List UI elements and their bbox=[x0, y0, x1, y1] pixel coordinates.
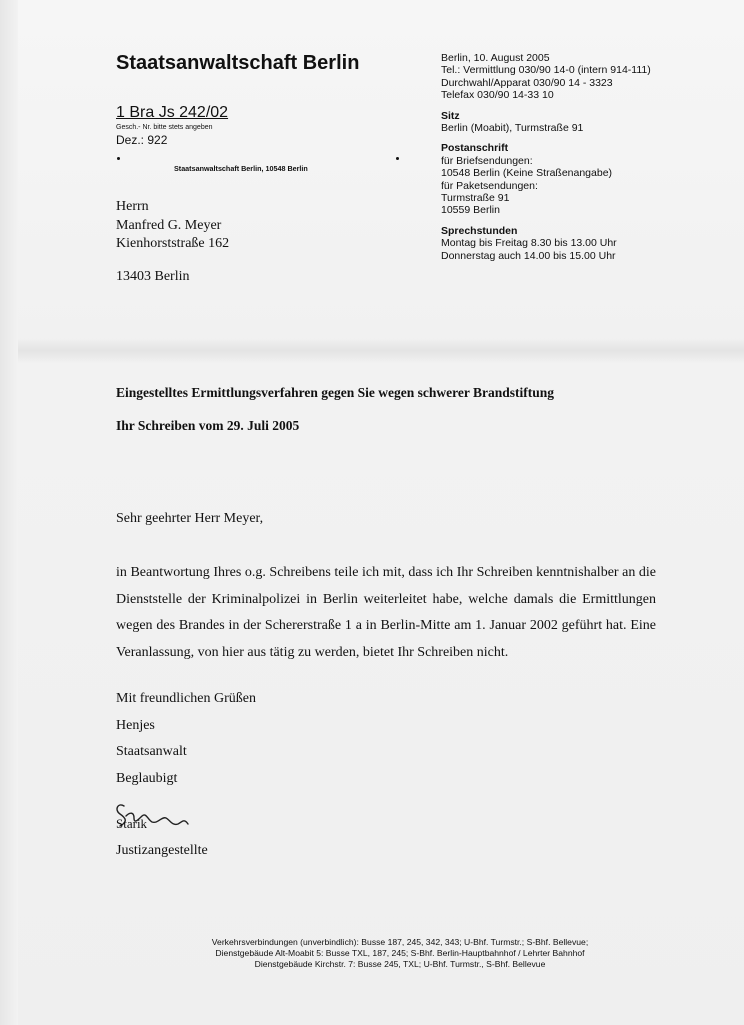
postal-letters-address: 10548 Berlin (Keine Straßenangabe) bbox=[441, 167, 613, 180]
authority-title: Staatsanwaltschaft Berlin bbox=[116, 52, 360, 74]
file-number-hint: Gesch.- Nr. bitte stets angeben bbox=[116, 124, 213, 131]
recipient-street: Kienhorststraße 162 bbox=[116, 236, 230, 251]
dezernat: Dez.: 922 bbox=[116, 133, 168, 147]
direct-line: Durchwahl/Apparat 030/90 14 - 3323 bbox=[441, 76, 613, 89]
recipient-city: 13403 Berlin bbox=[116, 268, 190, 284]
file-number: 1 Bra Js 242/02 bbox=[116, 104, 229, 121]
certification-note: Beglaubigt bbox=[116, 770, 178, 786]
letter-greeting: Sehr geehrter Herr Meyer, bbox=[116, 511, 264, 526]
office-hours-line: Donnerstag auch 14.00 bis 15.00 Uhr bbox=[441, 249, 616, 262]
closing-phrase: Mit freundlichen Grüßen bbox=[116, 691, 256, 706]
footer-line: Verkehrsverbindungen (unverbindlich): Busse 187, 245, 342, 343; U-Bhf. Turmstr.; S-Bhf. Bellevue; bbox=[211, 937, 589, 947]
closing-block bbox=[116, 686, 256, 792]
clerk-name: Starik bbox=[116, 816, 148, 831]
office-hours-line: Montag bis Freitag 8.30 bis 13.00 Uhr bbox=[441, 237, 617, 250]
sitz-address: Berlin (Moabit), Turmstraße 91 bbox=[441, 122, 584, 135]
letter-subject: Eingestelltes Ermittlungsverfahren gegen Sie wegen schwerer Brandstiftung bbox=[116, 385, 554, 400]
fax-line: Telefax 030/90 14-33 10 bbox=[441, 89, 554, 102]
letter-reference: Ihr Schreiben vom 29. Juli 2005 bbox=[116, 418, 300, 433]
postal-heading: Postanschrift bbox=[441, 142, 509, 155]
signer-name: Henjes bbox=[116, 717, 155, 733]
fold-mark-dot bbox=[117, 157, 120, 160]
fold-mark-dot bbox=[396, 157, 399, 160]
recipient-salutation: Herrn bbox=[116, 199, 149, 214]
contact-block bbox=[441, 52, 651, 262]
postal-letters-label: für Briefsendungen: bbox=[441, 154, 533, 167]
return-address-line: Staatsanwaltschaft Berlin, 10548 Berlin bbox=[174, 164, 308, 173]
recipient-name: Manfred G. Meyer bbox=[116, 217, 222, 233]
phone-line: Tel.: Vermittlung 030/90 14-0 (intern 914-111) bbox=[441, 64, 651, 77]
footer-line: Dienstgebäude Kirchstr. 7: Busse 245, TXL; U-Bhf. Turmstr., S-Bhf. Bellevue bbox=[254, 959, 546, 969]
clerk-title: Justizangestellte bbox=[116, 843, 208, 858]
footer-transport-info bbox=[120, 937, 680, 970]
footer-line: Dienstgebäude Alt-Moabit 5: Busse TXL, 187, 245; S-Bhf. Berlin-Hauptbahnhof / Lehrter Bahnhof bbox=[215, 948, 585, 958]
postal-parcels-label: für Paketsendungen: bbox=[441, 179, 538, 192]
signer-title: Staatsanwalt bbox=[116, 744, 187, 759]
recipient-address bbox=[116, 198, 229, 286]
letter-date: Berlin, 10. August 2005 bbox=[441, 52, 550, 64]
sitz-heading: Sitz bbox=[441, 109, 460, 122]
postal-parcels-street: Turmstraße 91 bbox=[441, 192, 510, 205]
letter-body: in Beantwortung Ihres o.g. Schreibens teile ich mit, dass ich Ihr Schreiben kenntnishalber an die Dienststelle der Kriminalpolizei in Berlin weiterleitet habe, welche damals die Ermittlungen wegen des Brandes in der Schererstraße 1 a in Berlin-Mitte am 1. Januar 2002 geführt hat. Eine Veranlassung, von hier aus tätig zu werden, bietet Ihr Schreiben nicht. bbox=[116, 565, 656, 660]
scan-edge bbox=[0, 0, 18, 1025]
office-hours-heading: Sprechstunden bbox=[441, 224, 518, 237]
postal-parcels-city: 10559 Berlin bbox=[441, 204, 500, 217]
